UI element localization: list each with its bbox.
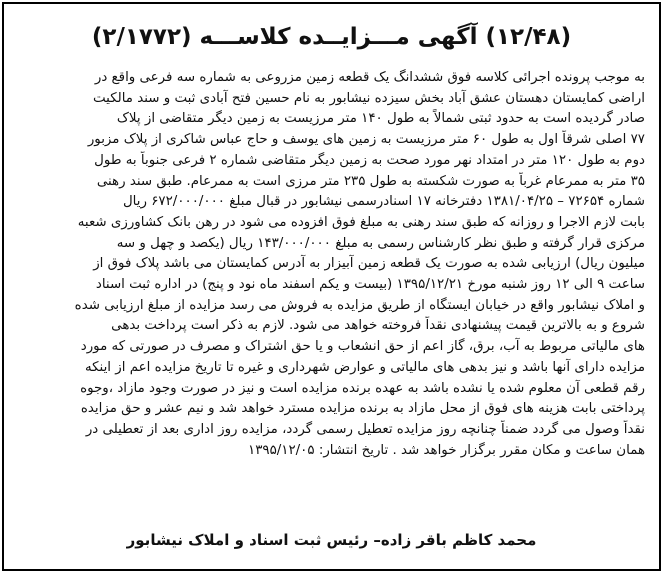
body-line: صادر گردیده است به حدود ثبتی شمالاً به طول ۱۴۰ متر مرزیست به زمین دیگر متقاضی از پلاک bbox=[116, 111, 645, 127]
body-line: همان ساعت و مکان مقرر برگزار خواهد شد . تاریخ انتشار: ۱۳۹۵/۱۲/۰۵ bbox=[248, 442, 645, 458]
body-line: شروع و به بالاترین قیمت پیشنهادی نقداً فروخته خواهد می شود. لازم به ذکر است پرداخت بدهی bbox=[111, 318, 645, 334]
body-line: مزایده دارای آنها باشد و نیز بدهی های مالیاتی و عوارض شهرداری و غیره تا تاریخ مزایده اعم از اینکه bbox=[84, 359, 645, 375]
notice-signature: محمد کاظم باقر زاده– رئیس ثبت اسناد و املاک نیشابور bbox=[126, 531, 537, 549]
body-line: ۷۷ اصلی شرقاً اول به طول ۶۰ متر مرزیست به زمین های یوسف و حاج عباس شاکری از پلاک مزبور bbox=[87, 132, 645, 148]
body-line: و املاک نیشابور واقع در خیابان ایستگاه از طریق مزایده به فروش می رسد مزایده از مبلغ ارزیابی شده bbox=[74, 297, 645, 313]
body-line: پرداختی بابت هزینه های فوق از محل مازاد به برنده مزایده مسترد خواهد شد و نیم عشر و حق مزایده bbox=[80, 401, 645, 417]
body-line: مرکزی قرار گرفته و طبق نظر کارشناس رسمی به مبلغ ۱۴۳/۰۰۰/۰۰۰ ریال (یکصد و چهل و سه bbox=[116, 235, 645, 251]
body-line: میلیون ریال) ارزیابی شده به صورت یک قطعه زمین آبیزار به آدرس کمایستان می باشد پلاک فوق از bbox=[93, 256, 645, 272]
notice-body bbox=[18, 68, 645, 461]
body-line: به موجب پرونده اجرائی کلاسه فوق ششدانگ یک قطعه زمین مزروعی به شماره سه فرعی واقع در bbox=[94, 70, 645, 85]
auction-notice bbox=[2, 2, 661, 571]
body-line: شماره ۷۲۶۵۴ – ۱۳۸۱/۰۴/۲۵ دفترخانه ۱۷ اسنادرسمی نیشابور در قبال مبلغ ۶۷۲/۰۰۰/۰۰۰ ریال bbox=[122, 194, 645, 210]
notice-title: (۱۲/۴۸) آگهی مـــزایــده کلاســـه (۲/۱۷۷۲) bbox=[91, 24, 572, 50]
body-line: اراضی کمایستان دهستان عشق آباد بخش سیزده نیشابور به نام حسین فتح آبادی ثبت و سند مالکیت bbox=[93, 90, 645, 106]
body-line: رقم قطعی آن معلوم شده یا نشده باشد به عهده برنده مزایده است و نیز در صورت وجود مازاد ،وجوه bbox=[80, 380, 645, 396]
body-line: دوم به طول ۱۲۰ متر در امتداد نهر مورد صحت به زمین دیگر متقاضی شماره ۲ فرعی جنوباً به طول bbox=[94, 152, 645, 168]
body-line: بابت لازم الاجرا و روزانه که طبق سند رهنی به مبلغ فوق افزوده می شود در رهن بانک کشاورزی شعبه bbox=[77, 214, 645, 230]
body-line: ۳۵ متر به ممرعام غرباً به صورت شکسته به طول ۲۳۵ متر مرزی است به ممرعام. طبق سند رهنی bbox=[96, 173, 645, 189]
body-line: ساعت ۹ الی ۱۲ روز شنبه مورخ ۱۳۹۵/۱۲/۲۱ (بیست و یکم اسفند ماه نود و پنج) در اداره ثبت اسناد bbox=[95, 277, 645, 293]
body-line: های مالیاتی مربوط به آب، برق، گاز اعم از حق انشعاب و یا حق اشتراک و مصرف در صورتی که مورد bbox=[80, 339, 645, 355]
body-line: نقداً وصول می گردد ضمناً چنانچه روز مزایده تعطیل رسمی گردد، مزایده روز اداری بعد از تعطیلی در bbox=[85, 421, 645, 437]
